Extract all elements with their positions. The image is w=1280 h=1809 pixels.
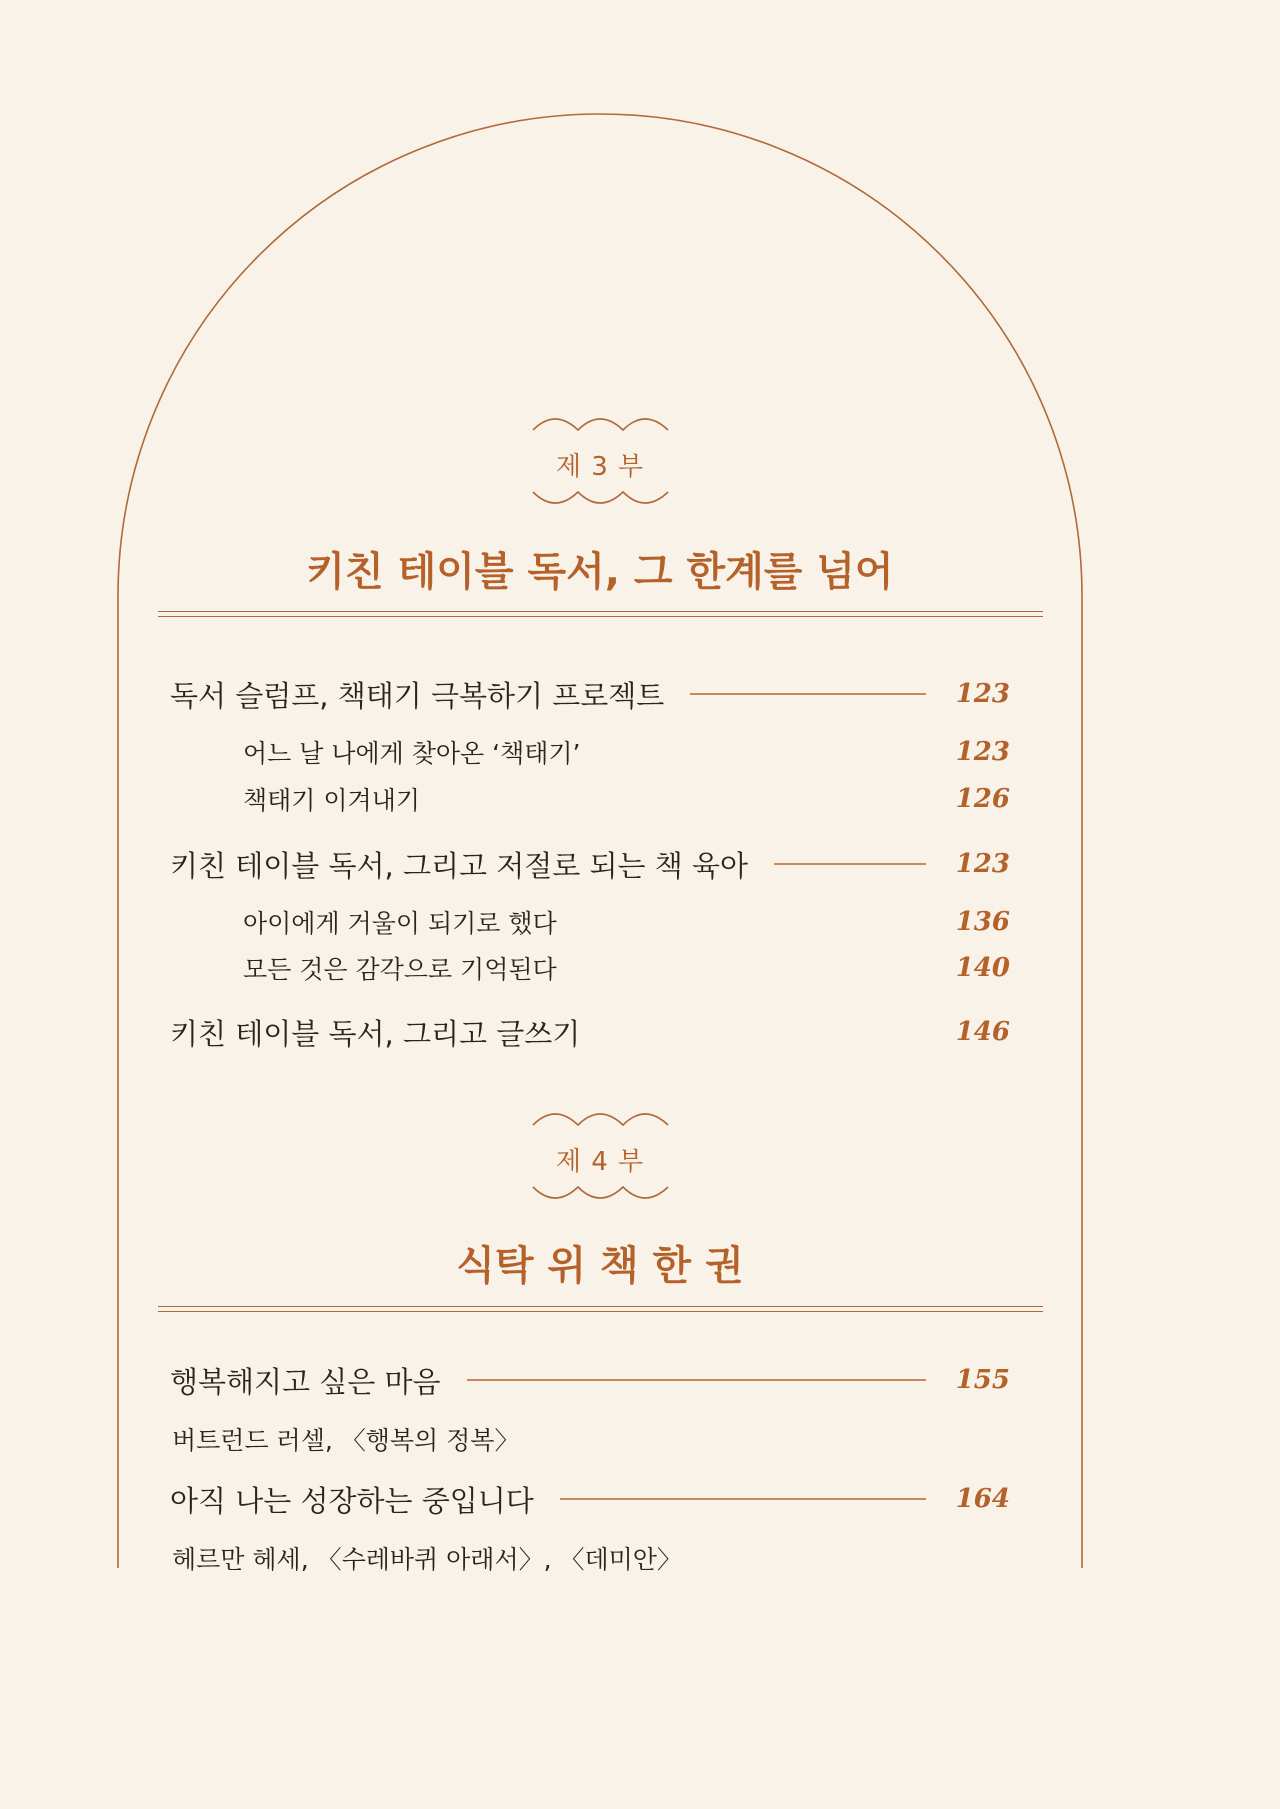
arch-outline [118, 114, 1082, 1568]
entry-title: 키친 테이블 독서, 그리고 글쓰기 [170, 1016, 581, 1051]
part-3-title: 키친 테이블 독서, 그 한계를 넘어 [306, 549, 894, 595]
page-number: 140 [955, 953, 1010, 983]
wave-ornament-bottom [533, 492, 668, 503]
toc-entry[interactable] [170, 1477, 1010, 1521]
leader-line [560, 1498, 926, 1500]
page-number: 146 [955, 1017, 1010, 1047]
wave-ornament-top [533, 1114, 668, 1125]
entry-source-note: 헤르만 헤세, 〈수레바퀴 아래서〉, 〈데미안〉 [172, 1545, 682, 1574]
toc-entry[interactable] [170, 1358, 1010, 1402]
entry-source-note: 버트런드 러셀, 〈행복의 정복〉 [172, 1426, 520, 1455]
section-divider [158, 611, 1043, 617]
leader-line [467, 1379, 926, 1381]
wave-ornament-bottom [533, 1187, 668, 1198]
entry-title: 독서 슬럼프, 책태기 극복하기 프로젝트 [170, 678, 665, 713]
part-4-label: 제 4 부 [555, 1147, 645, 1177]
entry-title: 모든 것은 감각으로 기억된다 [243, 955, 557, 984]
toc-entry[interactable] [170, 1010, 1010, 1054]
page-number: 164 [955, 1484, 1010, 1514]
entry-title: 책태기 이겨내기 [243, 786, 420, 815]
section-divider [158, 1306, 1043, 1312]
entry-title: 행복해지고 싶은 마음 [170, 1364, 441, 1399]
entry-title: 아직 나는 성장하는 중입니다 [170, 1483, 534, 1518]
page-number: 126 [955, 784, 1010, 814]
entry-title: 아이에게 거울이 되기로 했다 [243, 909, 557, 938]
toc-entry[interactable] [170, 672, 1010, 716]
wave-ornament-top [533, 419, 668, 430]
toc-subentry[interactable] [243, 732, 1010, 772]
entry-title: 어느 날 나에게 찾아온 ‘책태기’ [243, 739, 581, 768]
part-3-label: 제 3 부 [555, 452, 645, 482]
page-number: 123 [955, 737, 1010, 767]
toc-subentry[interactable] [243, 902, 1010, 942]
leader-line [690, 693, 926, 695]
page-number: 136 [955, 907, 1010, 937]
part-4-title: 식탁 위 책 한 권 [456, 1243, 744, 1289]
page-number: 123 [955, 679, 1010, 709]
page-number: 155 [955, 1365, 1010, 1395]
toc-subentry[interactable] [243, 779, 1010, 819]
entry-title: 키친 테이블 독서, 그리고 저절로 되는 책 육아 [170, 848, 748, 883]
toc-subentry[interactable] [243, 948, 1010, 988]
leader-line [774, 863, 926, 865]
page-number: 123 [955, 849, 1010, 879]
toc-entry[interactable] [170, 842, 1010, 886]
